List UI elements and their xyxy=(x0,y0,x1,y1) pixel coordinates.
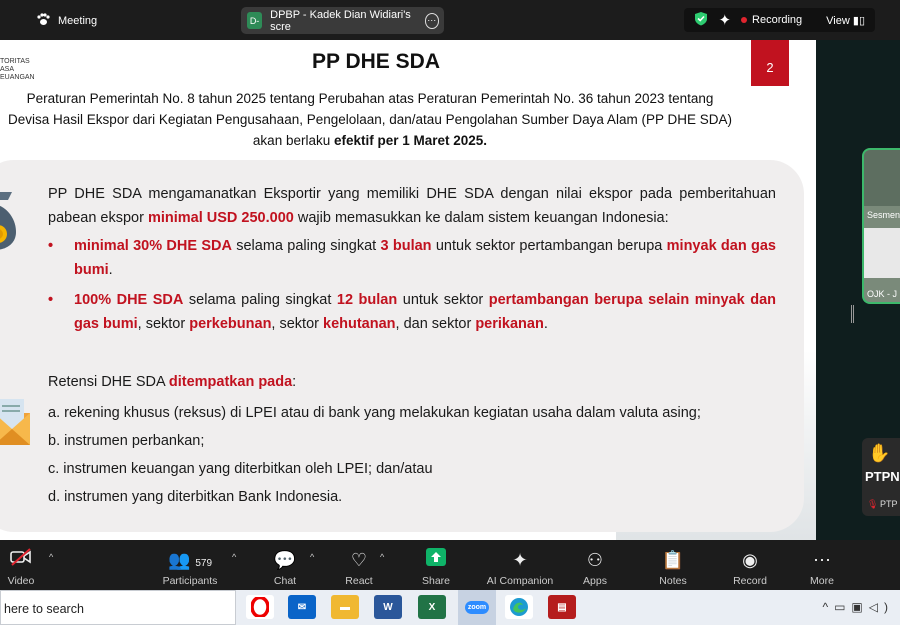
edge-icon[interactable] xyxy=(505,595,533,619)
notes-button[interactable]: 📋 Notes xyxy=(656,548,690,587)
participant-name-top: Sesmen xyxy=(867,210,900,220)
participants-icon: 👥 xyxy=(167,550,191,570)
participant-tile[interactable] xyxy=(862,148,900,304)
list-item: c. instrumen keuangan yang diterbitkan oleh LPEI; dan/atau xyxy=(48,461,433,477)
retensi-heading: Retensi DHE SDA ditempatkan pada: xyxy=(48,374,297,390)
video-button[interactable]: Video xyxy=(4,548,38,587)
shield-icon[interactable] xyxy=(694,11,708,29)
participants-count: 579 xyxy=(195,558,213,569)
chat-options-caret[interactable]: ^ xyxy=(310,552,315,562)
word-icon[interactable]: W xyxy=(374,595,402,619)
participant-video xyxy=(864,150,900,206)
share-button[interactable]: Share xyxy=(420,548,452,587)
raised-hand-icon: ✋ xyxy=(868,443,891,463)
chevron-up-icon[interactable]: ^ xyxy=(822,600,835,614)
sparkle-icon: ✦ xyxy=(512,550,528,570)
taskbar-search-input[interactable]: here to search xyxy=(0,590,236,625)
view-icon: ▮▯ xyxy=(852,14,865,27)
mail-icon xyxy=(0,395,38,447)
slide-page-number: 2 xyxy=(751,40,789,86)
meeting-toolbar xyxy=(0,540,900,590)
bullet-dot: • xyxy=(48,238,54,254)
heart-icon: ♡ xyxy=(350,550,368,570)
list-item: a. rekening khusus (reksus) di LPEI atau di bank yang melakukan kegiatan usaha dalam valuta asing; xyxy=(48,405,701,421)
bullet-item: • minimal 30% DHE SDA selama paling singkat 3 bulan untuk sektor pertambangan berupa minyak dan gas bumi. xyxy=(48,234,776,282)
apps-button[interactable]: ⚇ Apps xyxy=(580,548,610,587)
list-item: d. instrumen yang diterbitkan Bank Indonesia. xyxy=(48,489,343,505)
ai-companion-button[interactable]: ✦ AI Companion xyxy=(484,548,556,587)
more-icon: ⋯ xyxy=(813,550,831,570)
participant-name: OJK - J xyxy=(867,289,898,299)
participants-options-caret[interactable]: ^ xyxy=(232,552,237,562)
opera-icon[interactable] xyxy=(246,595,274,619)
slide-title: PP DHE SDA xyxy=(312,50,440,73)
intro-line: Devisa Hasil Ekspor dari Kegiatan Pengusahaan, Pengelolaan, dan/atau Pengolahan Sumber Daya Alam (PP DHE SDA) xyxy=(8,112,732,127)
ojk-logo: TORITAS ASA EUANGAN xyxy=(0,58,35,81)
video-off-icon xyxy=(4,548,38,572)
muted-mic-icon: 🎙 xyxy=(867,499,879,509)
slide-intro xyxy=(0,88,740,151)
chat-icon: 💬 xyxy=(273,550,297,570)
topbar-right xyxy=(684,8,875,32)
paw-icon xyxy=(36,13,50,29)
apps-icon: ⚇ xyxy=(586,550,604,570)
volume-icon[interactable]: ◁) xyxy=(868,600,894,614)
network-icon[interactable]: ▣ xyxy=(851,600,869,614)
share-icon xyxy=(420,548,452,572)
record-button[interactable]: ◉ Record xyxy=(731,548,769,587)
bullet-dot: • xyxy=(48,292,54,308)
presentation-slide xyxy=(0,40,816,540)
share-stage xyxy=(0,40,900,540)
view-button[interactable]: View ▮▯ xyxy=(826,14,865,27)
file-explorer-icon[interactable]: ▬ xyxy=(331,595,359,619)
participant-subname: PTP xyxy=(880,499,898,509)
video-options-caret[interactable]: ^ xyxy=(49,552,54,562)
meeting-menu[interactable] xyxy=(36,13,97,29)
excel-icon[interactable]: X xyxy=(418,595,446,619)
participants-button[interactable]: 👥 579 Participants xyxy=(162,550,218,587)
chat-button[interactable]: 💬 Chat xyxy=(270,548,300,587)
paragraph-main: PP DHE SDA mengamanatkan Eksportir yang memiliki DHE SDA dengan nilai ekspor pada pemberitahuan pabean ekspor minimal USD 250.000 wajib memasukkan ke dalam sistem keuangan Indonesia: xyxy=(48,186,776,226)
sparkle-icon[interactable]: ✦ xyxy=(718,12,732,29)
participant-tile[interactable] xyxy=(862,438,900,516)
meeting-label: Meeting xyxy=(58,15,98,27)
intro-line: akan berlaku efektif per 1 Maret 2025. xyxy=(252,133,488,148)
system-tray[interactable] xyxy=(822,600,894,614)
participant-name: PTPN xyxy=(865,469,900,484)
zoom-taskbar-button[interactable] xyxy=(458,590,496,625)
meeting-topbar xyxy=(0,0,900,40)
retensi-list xyxy=(48,399,701,511)
record-icon: ◉ xyxy=(742,550,758,570)
participant-video xyxy=(864,228,900,278)
mail-app-icon[interactable]: ✉ xyxy=(288,595,316,619)
windows-taskbar xyxy=(0,590,900,625)
screen-share-indicator[interactable] xyxy=(241,7,444,34)
sharer-avatar: D- xyxy=(247,12,262,29)
recording-indicator[interactable]: Recording xyxy=(741,14,802,26)
money-bag-icon xyxy=(0,188,16,250)
battery-icon[interactable]: ▭ xyxy=(834,600,852,614)
zoom-icon: zoom xyxy=(465,601,489,614)
notes-icon: 📋 xyxy=(661,550,685,570)
share-title: DPBP - Kadek Dian Widiari's scre xyxy=(270,8,411,33)
panel-resize-handle[interactable] xyxy=(851,305,854,323)
more-button[interactable]: ⋯ More xyxy=(806,548,838,587)
more-options-icon[interactable]: ··· xyxy=(425,13,439,29)
bullet-item: • 100% DHE SDA selama paling singkat 12 bulan untuk sektor pertambangan berupa selain minyak dan gas bumi, sektor perkebunan, sektor kehutanan, dan sektor perikanan. xyxy=(48,288,776,336)
react-button[interactable]: ♡ React xyxy=(345,550,373,587)
list-item: b. instrumen perbankan; xyxy=(48,433,205,449)
app-icon[interactable]: ▤ xyxy=(548,595,576,619)
intro-line: Peraturan Pemerintah No. 8 tahun 2025 tentang Perubahan atas Peraturan Pemerintah No. 36 tahun 2023 tentang xyxy=(26,91,714,106)
react-options-caret[interactable]: ^ xyxy=(380,552,385,562)
